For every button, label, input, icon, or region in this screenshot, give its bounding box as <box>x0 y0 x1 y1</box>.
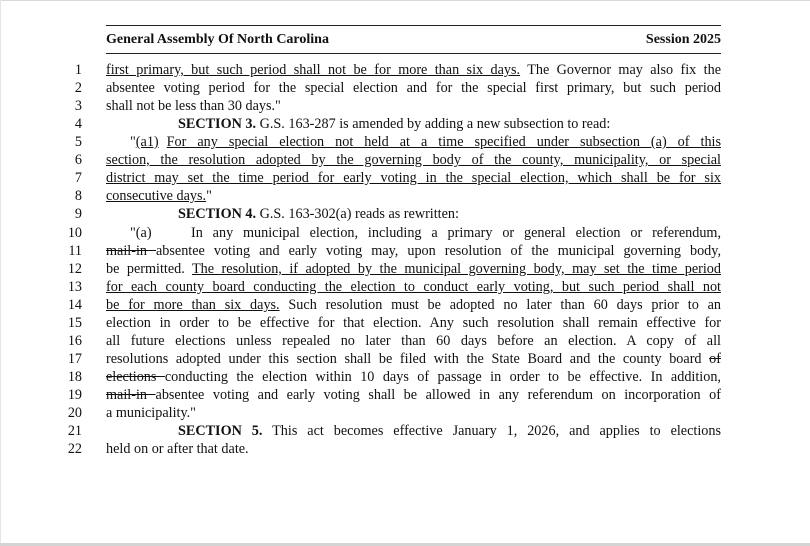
text-span: be permitted. <box>106 261 193 277</box>
line-number: 17 <box>67 351 82 367</box>
line-number: 11 <box>68 243 82 259</box>
subsection-label: (a1) <box>135 134 159 150</box>
section-heading: SECTION 3. <box>178 116 257 132</box>
quote-mark: " <box>130 134 136 150</box>
line-number: 20 <box>67 405 82 421</box>
text-line-14 <box>106 296 721 314</box>
text-line-7: district may set the time period for early voting in the special election, which shall be for six <box>106 170 721 186</box>
line-number: 14 <box>67 297 82 313</box>
inserted-text: be for more than six days. <box>106 297 280 313</box>
text-line-1 <box>106 61 721 79</box>
page-left-edge <box>0 0 1 546</box>
text-span: Such resolution must be adopted no later than 60 days prior to an <box>279 297 721 313</box>
header-rule-top <box>106 25 721 26</box>
line-number: 5 <box>74 134 82 150</box>
text-line-19 <box>106 386 721 404</box>
line-number: 2 <box>74 80 82 96</box>
inserted-text: For any special election not held at a time specified under subsection (a) of this <box>166 134 721 150</box>
deleted-text: of <box>709 351 721 367</box>
text-line-18 <box>106 368 721 386</box>
header-assembly: General Assembly Of North Carolina <box>106 32 329 47</box>
text-line-5 <box>106 133 721 151</box>
text-span: The Governor may also fix the <box>520 62 721 78</box>
text-line-16: all future elections unless repealed no later than 60 days before an election. A copy of all <box>106 333 721 349</box>
text-span: G.S. 163-287 is amended by adding a new subsection to read: <box>256 116 611 132</box>
deleted-text: elections <box>106 369 165 385</box>
text-line-9 <box>106 205 721 223</box>
line-number: 9 <box>74 206 82 222</box>
text-span: absentee voting and early voting may, upon resolution of the municipal governing body, <box>156 243 721 259</box>
inserted-text: first primary, but such period shall not be for more than six days. <box>106 62 521 78</box>
text-line-11 <box>106 242 721 260</box>
text-line-13: for each county board conducting the election to conduct early voting, but such period shall not <box>106 279 721 295</box>
line-number: 16 <box>67 333 82 349</box>
line-number: 13 <box>67 279 82 295</box>
line-number: 3 <box>74 98 82 114</box>
section-heading: SECTION 5. <box>178 423 263 439</box>
line-number: 1 <box>74 62 82 78</box>
text-line-6: section, the resolution adopted by the governing body of the county, municipality, or special <box>106 152 721 168</box>
line-number: 19 <box>67 387 82 403</box>
text-line-3: shall not be less than 30 days." <box>106 98 281 114</box>
line-number: 8 <box>74 188 82 204</box>
inserted-text: The resolution, if adopted by the municipal governing body, may set the time period <box>192 261 721 277</box>
page-top-edge <box>0 0 810 1</box>
line-number: 4 <box>74 116 82 132</box>
line-number: 18 <box>67 369 82 385</box>
text-span: absentee voting and early voting shall be allowed in any referendum on incorporation of <box>155 387 721 403</box>
text-line-22: held on or after that date. <box>106 441 249 457</box>
text-line-10: "(a) In any municipal election, including a primary or general election or referendum, <box>130 225 721 241</box>
line-number: 15 <box>67 315 82 331</box>
header-session: Session 2025 <box>645 32 721 47</box>
deleted-text: mail-in <box>106 243 156 259</box>
inserted-text: consecutive days. <box>106 188 207 204</box>
text-span: resolutions adopted under this section shall be filed with the State Board and the county board <box>106 351 710 367</box>
line-number: 10 <box>67 225 82 241</box>
text-line-12 <box>106 260 721 278</box>
text-line-2: absentee voting period for the special election and for the special first primary, but such period <box>106 80 721 96</box>
text-line-4 <box>106 115 721 133</box>
deleted-text: mail-in <box>106 387 156 403</box>
line-number: 7 <box>74 170 82 186</box>
line-number: 22 <box>67 441 82 457</box>
text-line-21 <box>106 422 721 440</box>
text-span: " <box>206 188 212 204</box>
text-line-17 <box>106 350 721 368</box>
text-span: This act becomes effective January 1, 2026, and applies to elections <box>262 423 721 439</box>
text-line-8 <box>106 187 721 205</box>
line-number: 6 <box>74 152 82 168</box>
section-heading: SECTION 4. <box>178 206 257 222</box>
header-rule-bottom <box>106 53 721 54</box>
text-line-20: a municipality." <box>106 405 196 421</box>
text-span: conducting the election within 10 days of passage in order to be effective. In addition, <box>164 369 721 385</box>
line-number: 12 <box>67 261 82 277</box>
line-number: 21 <box>67 423 82 439</box>
text-span: G.S. 163-302(a) reads as rewritten: <box>256 206 459 222</box>
text-line-15: election in order to be effective for that election. Any such resolution shall remain effective for <box>106 315 721 331</box>
